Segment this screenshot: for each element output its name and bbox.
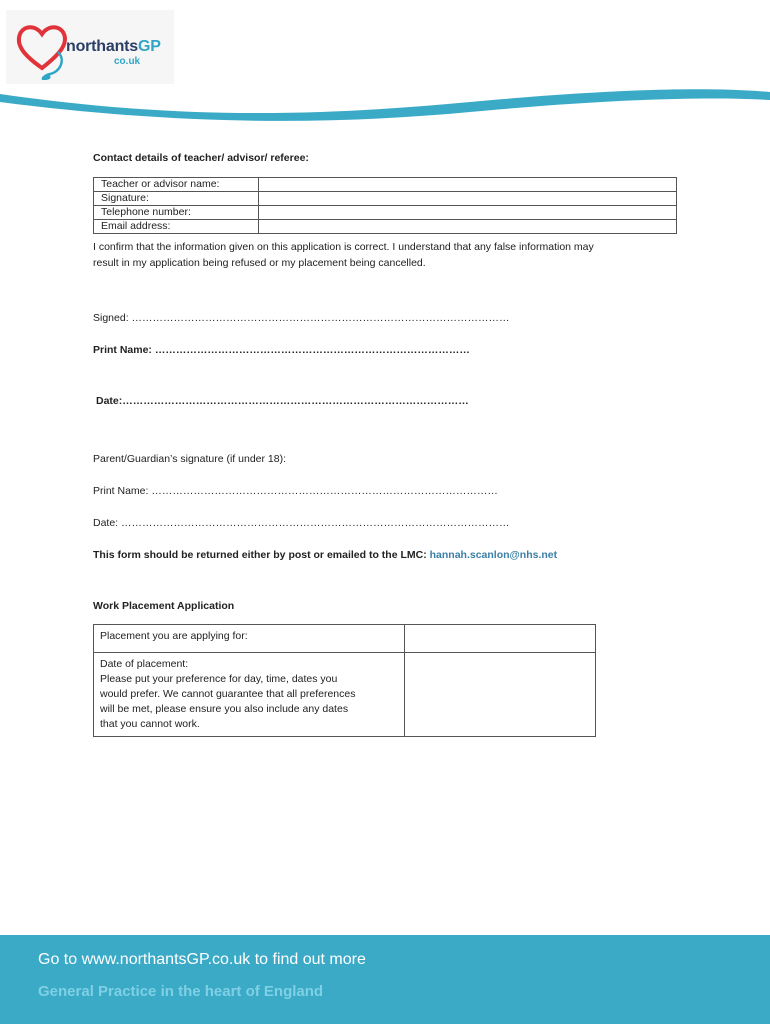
- logo-name-main: northants: [66, 38, 138, 55]
- contact-label: Teacher or advisor name:: [94, 178, 259, 192]
- logo: [6, 10, 174, 84]
- contact-label: Signature:: [94, 192, 259, 206]
- table-row: [94, 206, 677, 220]
- placement-value-field[interactable]: [405, 653, 596, 737]
- table-row: [94, 653, 596, 737]
- footer-banner: [0, 935, 770, 1024]
- return-note-text: This form should be returned either by post or emailed to the LMC:: [93, 549, 427, 561]
- date-line[interactable]: Date:………………………………………………………………………………………: [96, 395, 469, 407]
- table-row: [94, 192, 677, 206]
- contact-label: Telephone number:: [94, 206, 259, 220]
- logo-name-accent: GP: [137, 38, 161, 55]
- placement-value-field[interactable]: [405, 625, 596, 653]
- contact-value-field[interactable]: [259, 192, 677, 206]
- placement-heading: Work Placement Application: [93, 600, 235, 612]
- placement-label-line: would prefer. We cannot guarantee that all preferences: [100, 688, 356, 700]
- contact-label: Email address:: [94, 220, 259, 234]
- table-row: [94, 178, 677, 192]
- return-note: [93, 548, 557, 563]
- contact-value-field[interactable]: [259, 178, 677, 192]
- return-email-link[interactable]: hannah.scanlon@nhs.net: [429, 549, 558, 561]
- placement-label: [94, 653, 405, 737]
- contact-value-field[interactable]: [259, 220, 677, 234]
- contact-table: [93, 177, 677, 234]
- placement-label-line: Placement you are applying for:: [100, 630, 248, 642]
- guardian-date-line[interactable]: Date: …………………………………………………………………………………………………: [93, 517, 510, 529]
- table-row: [94, 220, 677, 234]
- guardian-heading: Parent/Guardian’s signature (if under 18):: [93, 453, 286, 465]
- declaration-line-2: result in my application being refused or my placement being cancelled.: [93, 257, 426, 269]
- contact-heading: Contact details of teacher/ advisor/ referee:: [93, 152, 309, 164]
- table-row: [94, 625, 596, 653]
- heart-stethoscope-icon: [14, 22, 70, 80]
- guardian-print-name-line[interactable]: Print Name: ………………………………………………………………………………………: [93, 485, 498, 497]
- placement-label-line: will be met, please ensure you also include any dates: [100, 703, 349, 715]
- placement-label: [94, 625, 405, 653]
- declaration-line-1: I confirm that the information given on this application is correct. I understand that any false information may: [93, 241, 594, 253]
- print-name-line[interactable]: Print Name: ………………………………………………………………………………: [93, 344, 470, 356]
- footer-tagline: General Practice in the heart of England: [38, 983, 324, 1000]
- placement-label-line: Date of placement:: [100, 658, 189, 670]
- contact-value-field[interactable]: [259, 206, 677, 220]
- placement-label-line: Please put your preference for day, time, dates you: [100, 673, 338, 685]
- placement-table: [93, 624, 596, 737]
- logo-domain: co.uk: [114, 56, 141, 67]
- logo-wordmark: [66, 38, 161, 56]
- placement-label-line: that you cannot work.: [100, 718, 200, 730]
- footer-website-text[interactable]: Go to www.northantsGP.co.uk to find out more: [38, 951, 366, 968]
- header-wave: [0, 80, 770, 130]
- signed-line[interactable]: Signed: ………………………………………………………………………………………………: [93, 312, 510, 324]
